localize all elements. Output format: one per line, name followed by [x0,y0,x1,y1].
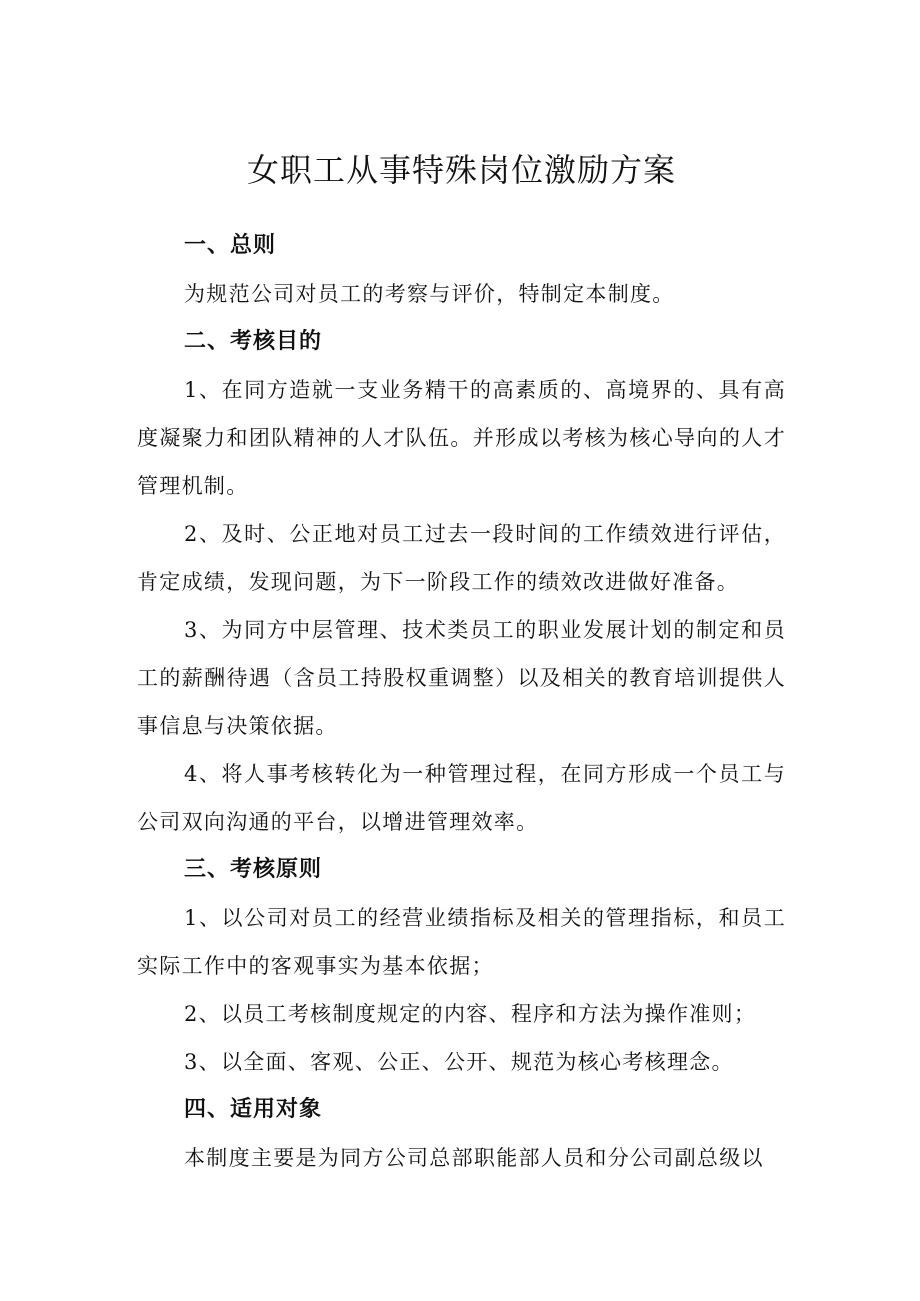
section-applicable-scope [137,1086,786,1182]
paragraph: 为规范公司对员工的考察与评价，特制定本制度。 [184,282,675,306]
document-title: 女职工从事特殊岗位激励方案 [246,151,676,189]
section-heading: 四、适用对象 [184,1097,323,1122]
paragraph: 2、及时、公正地对员工过去一段时间的工作绩效进行评估，肯定成绩，发现问题，为下一阶段工作的绩效改进做好准备。 [137,522,786,594]
section-assessment-purpose [137,318,786,846]
paragraph: 1、在同方造就一支业务精干的高素质的、高境界的、具有高度凝聚力和团队精神的人才队伍。并形成以考核为核心导向的人才管理机制。 [137,378,786,498]
paragraph: 3、以全面、客观、公正、公开、规范为核心考核理念。 [184,1050,734,1074]
paragraph: 2、以员工考核制度规定的内容、程序和方法为操作准则； [184,1002,757,1026]
paragraph: 3、为同方中层管理、技术类员工的职业发展计划的制定和员工的薪酬待遇（含员工持股权重调整）以及相关的教育培训提供人事信息与决策依据。 [137,618,786,738]
paragraph: 4、将人事考核转化为一种管理过程，在同方形成一个员工与公司双向沟通的平台，以增进管理效率。 [137,762,786,834]
document-body [137,222,786,1182]
section-heading: 二、考核目的 [184,329,323,354]
section-general [137,222,786,318]
section-assessment-principles [137,846,786,1086]
paragraph: 本制度主要是为同方公司总部职能部人员和分公司副总级以 [184,1146,764,1170]
section-heading: 一、总则 [184,233,277,258]
section-heading: 三、考核原则 [184,857,323,882]
paragraph: 1、以公司对员工的经营业绩指标及相关的管理指标，和员工实际工作中的客观事实为基本依据； [137,906,786,978]
